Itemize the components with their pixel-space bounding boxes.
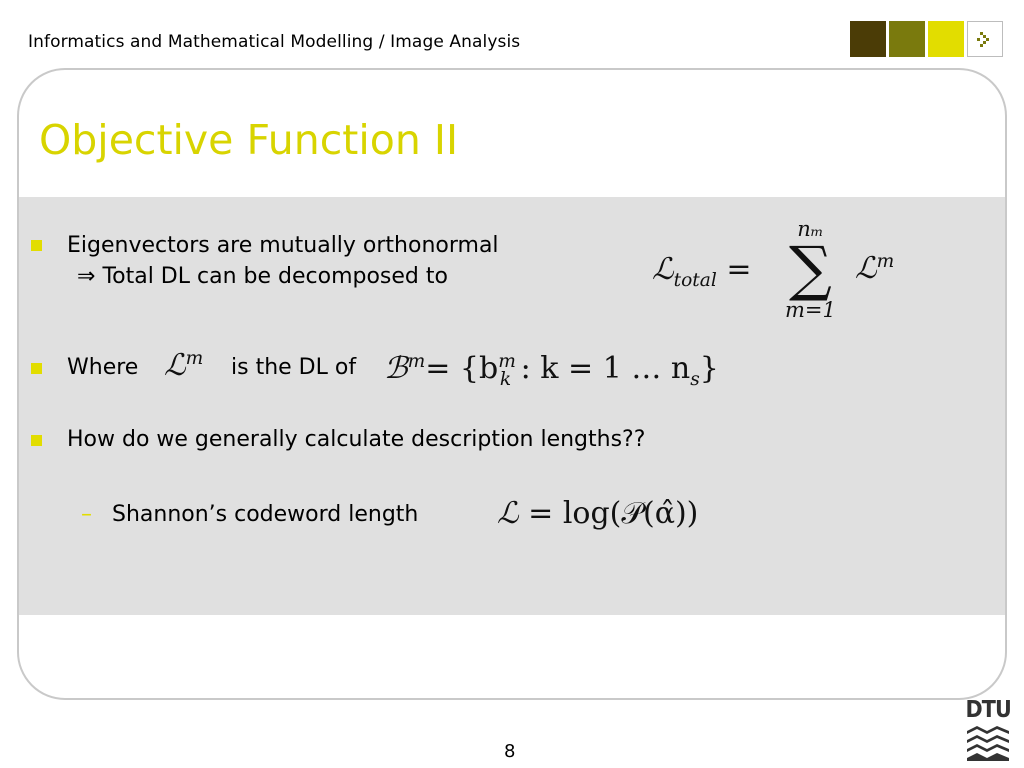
equation-where-L: ℒ$^m$: [164, 348, 204, 383]
slide-frame: [17, 68, 1007, 700]
subbullet-dash: –: [81, 502, 92, 527]
content-panel: [19, 197, 1005, 615]
equation-total-rhs: ℒ$^m$: [855, 251, 895, 286]
course-title: Informatics and Mathematical Modelling / Image Analysis: [28, 32, 521, 52]
bullet-text-where: Where: [67, 355, 139, 380]
equation-sum: [785, 217, 836, 322]
color-block-olive: [889, 21, 925, 57]
color-block-yellow: [928, 21, 964, 57]
color-block-dark-brown: [850, 21, 886, 57]
equation-shannon: ℒ = log(𝒫(α̂)): [497, 496, 699, 531]
slide-title: Objective Function II: [39, 116, 459, 164]
equation-set-B: ℬ$^m$= {$b^m_k$ : k = 1 … $n_s$}: [384, 351, 719, 390]
bullet-marker: [31, 240, 42, 251]
next-slide-button[interactable]: [967, 21, 1003, 57]
sum-upper-limit: nₘ: [797, 217, 824, 241]
equation-total-lhs: ℒ$_{total}$ =: [652, 252, 752, 291]
sum-lower-limit: m=1: [785, 298, 836, 322]
bullet-marker: [31, 435, 42, 446]
bullet-text-is-dl-of: is the DL of: [231, 355, 357, 380]
bullet-text-description-lengths: How do we generally calculate description lengths??: [67, 427, 646, 452]
bullet-text-eigenvectors: Eigenvectors are mutually orthonormal: [67, 233, 499, 258]
dtu-logo-text: DTU: [965, 697, 1011, 723]
implies-symbol: ⇒: [77, 264, 96, 289]
arrow-right-dotted-icon: [976, 30, 994, 48]
total-dl-text: Total DL can be decomposed to: [102, 264, 448, 289]
dtu-logo: [963, 699, 1013, 763]
bullet-text-total-dl: [77, 264, 448, 289]
dtu-waves-icon: [963, 725, 1013, 761]
sum-symbol: ∑: [789, 234, 832, 304]
subbullet-text-shannon: Shannon’s codeword length: [112, 502, 419, 527]
page-number: 8: [504, 741, 516, 762]
bullet-marker: [31, 363, 42, 374]
header-color-blocks: [850, 21, 1003, 57]
